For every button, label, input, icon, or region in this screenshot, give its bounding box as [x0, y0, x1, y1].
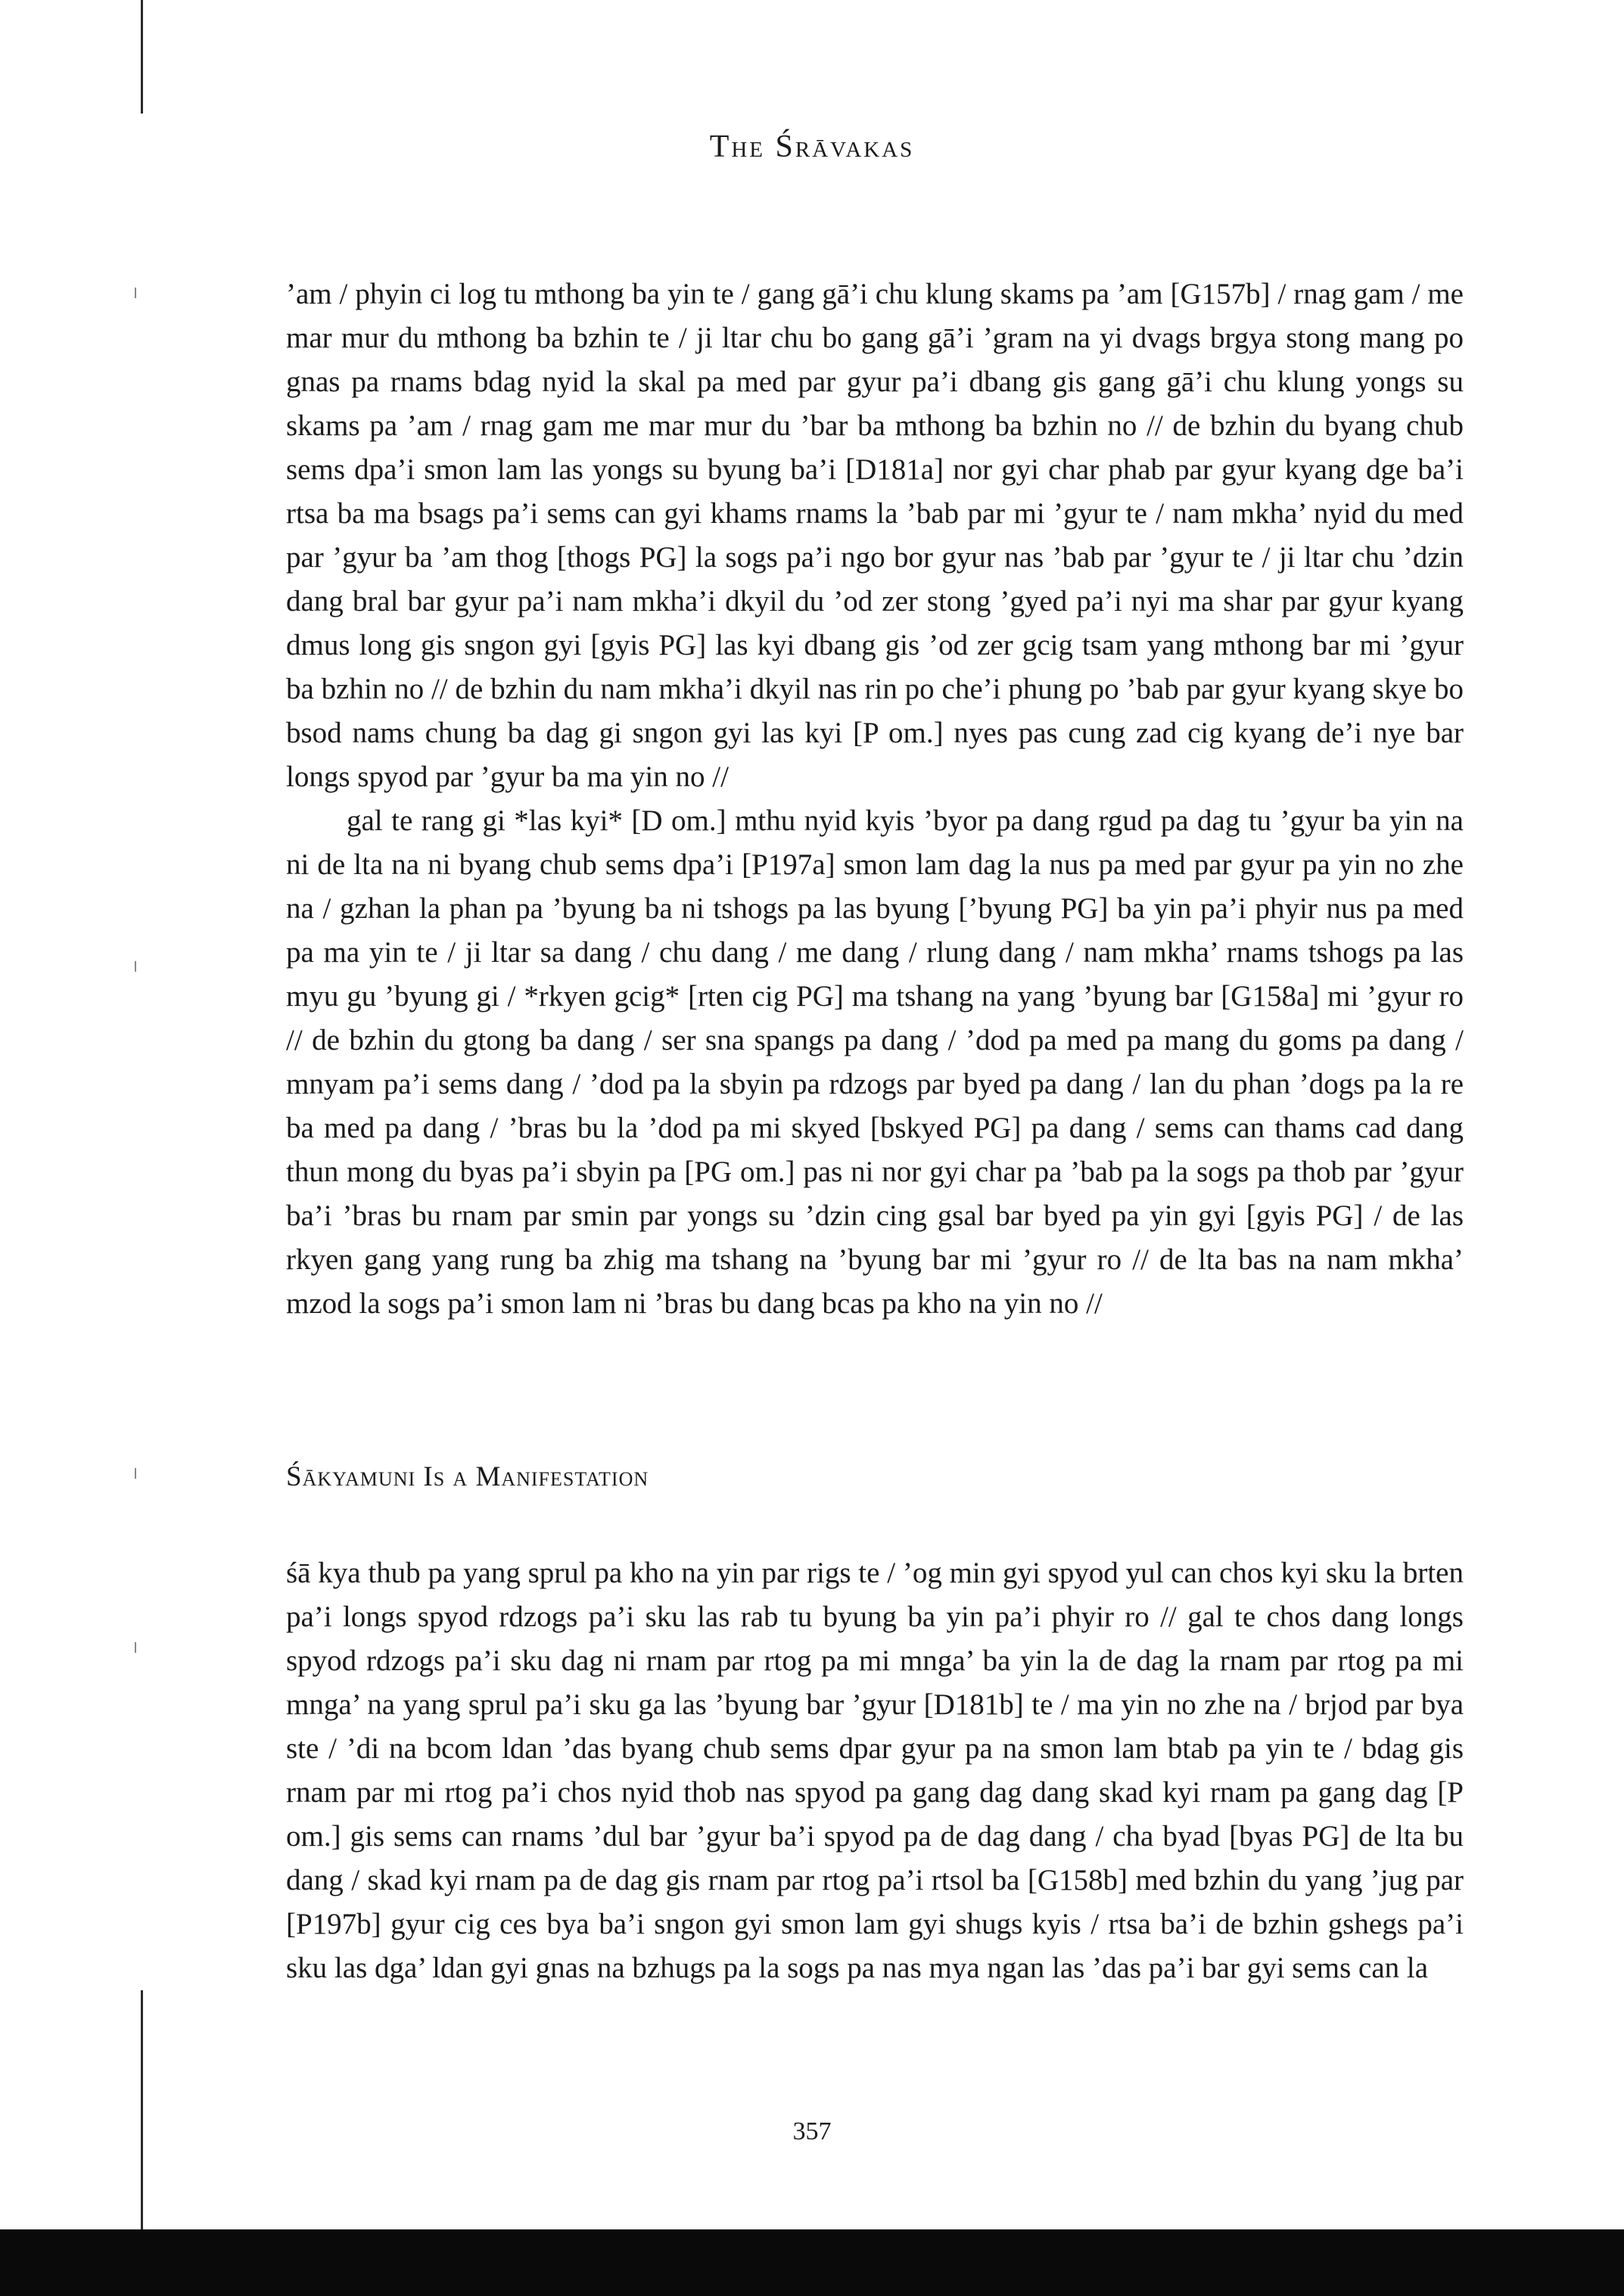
- section-heading: Śākyamuni Is a Manifestation: [286, 1461, 649, 1492]
- margin-mark: [135, 961, 136, 972]
- paragraph: śā kya thub pa yang sprul pa kho na yin par rigs te / ’og min gyi spyod yul can chos kyi sku la brten pa’i longs spyod rdzogs pa’i sku las rab tu byung ba yin pa’i phyir ro // gal te chos dang longs spyod rdzogs pa’i sku dag ni rnam par rtog pa mi mnga’ ba yin la de dag la rnam par rtog pa mi mnga’ na yang sprul pa’i sku ga las ’byung bar ’gyur [D181b] te / ma yin no zhe na / brjod par bya ste / ’di na bcom ldan ’das byang chub sems dpar gyur pa na smon lam btab pa yin te / bdag gis rnam par mi rtog pa’i chos nyid thob nas spyod pa gang dag dang skad kyi rnam pa gang dag [P om.] gis sems can rnams ’dul bar ’gyur ba’i spyod pa de dag dang / cha byad [byas PG] de lta bu dang / skad kyi rnam pa de dag gis rnam par rtog pa’i rtsol ba [G158b] med bzhin du yang ’jug par [P197b] gyur cig ces bya ba’i sngon gyi smon lam gyi shugs kyis / rtsa ba’i de bzhin gshegs pa’i sku las dga’ ldan gyi gnas na bzhugs pa la sogs pa nas mya ngan las ’das pa’i bar gyi sems can la: [286, 1557, 1464, 1984]
- margin-mark: [135, 288, 136, 298]
- paragraph: ’am / phyin ci log tu mthong ba yin te / gang gā’i chu klung skams pa ’am [G157b] / rnag gam / me mar mur du mthong ba bzhin te / ji ltar chu bo gang gā’i ’gram na yi dvags brgya stong mang po gnas pa rnams bdag nyid la skal pa med par gyur pa’i dbang gis gang gā’i chu klung yongs su skams pa ’am / rnag gam me mar mur du ’bar ba mthong ba bzhin no // de bzhin du byang chub sems dpa’i smon lam las yongs su byung ba’i [D181a] nor gyi char phab par gyur kyang dge ba’i rtsa ba ma bsags pa’i sems can gyi khams rnams la ’bab par mi ’gyur te / nam mkha’ nyid du med par ’gyur ba ’am thog [thogs PG] la sogs pa’i ngo bor gyur nas ’bab par ’gyur te / ji ltar chu ’dzin dang bral bar gyur pa’i nam mkha’i dkyil du ’od zer stong ’gyed pa’i nyi ma shar par gyur kyang dmus long gis sngon gyi [gyis PG] las kyi dbang gis ’od zer gcig tsam yang mthong bar mi ’gyur ba bzhin no // de bzhin du nam mkha’i dkyil nas rin po che’i phung po ’bab par gyur kyang skye bo bsod nams chung ba dag gi sngon gyi las kyi [P om.] nyes pas cung zad cig kyang de’i nye bar longs spyod par ’gyur ba ma yin no //: [286, 278, 1464, 793]
- scan-bottom-band: [0, 2229, 1624, 2296]
- margin-mark: [135, 1468, 136, 1479]
- margin-mark: [135, 1642, 136, 1653]
- main-text-bottom: [286, 1551, 1464, 1990]
- running-head: The Śrāvakas: [709, 129, 915, 164]
- paragraph: gal te rang gi *las kyi* [D om.] mthu nyid kyis ’byor pa dang rgud pa dag tu ’gyur ba yin na ni de lta na ni byang chub sems dpa’i [P197a] smon lam dag la nus pa med par gyur pa yin no zhe na / gzhan la phan pa ’byung ba ni tshogs pa las byung [’byung PG] ba yin pa’i phyir nus pa med pa ma yin te / ji ltar sa dang / chu dang / me dang / rlung dang / nam mkha’ rnams tshogs pa las myu gu ’byung gi / *rkyen gcig* [rten cig PG] ma tshang na yang ’byung bar [G158a] mi ’gyur ro // de bzhin du gtong ba dang / ser sna spangs pa dang / ’dod pa med pa mang du goms pa dang / mnyam pa’i sems dang / ’dod pa la sbyin pa rdzogs par byed pa dang / lan du phan ’dogs pa la re ba med pa dang / ’bras bu la ’dod pa mi skyed [bskyed PG] pa dang / sems can thams cad dang thun mong du byas pa’i sbyin pa [PG om.] pas ni nor gyi char pa ’bab pa la sogs pa thob par ’gyur ba’i ’bras bu rnam par smin par yongs su ’dzin cing gsal bar byed pa yin gyi [gyis PG] / de las rkyen gang yang rung ba zhig ma tshang na ’byung bar mi ’gyur ro // de lta bas na nam mkha’ mzod la sogs pa’i smon lam ni ’bras bu dang bcas pa kho na yin no //: [286, 804, 1464, 1320]
- binding-edge-line-bottom: [141, 1990, 143, 2232]
- binding-edge-line-top: [141, 0, 143, 114]
- page-number: 357: [792, 2117, 832, 2145]
- main-text-top: [286, 272, 1464, 1326]
